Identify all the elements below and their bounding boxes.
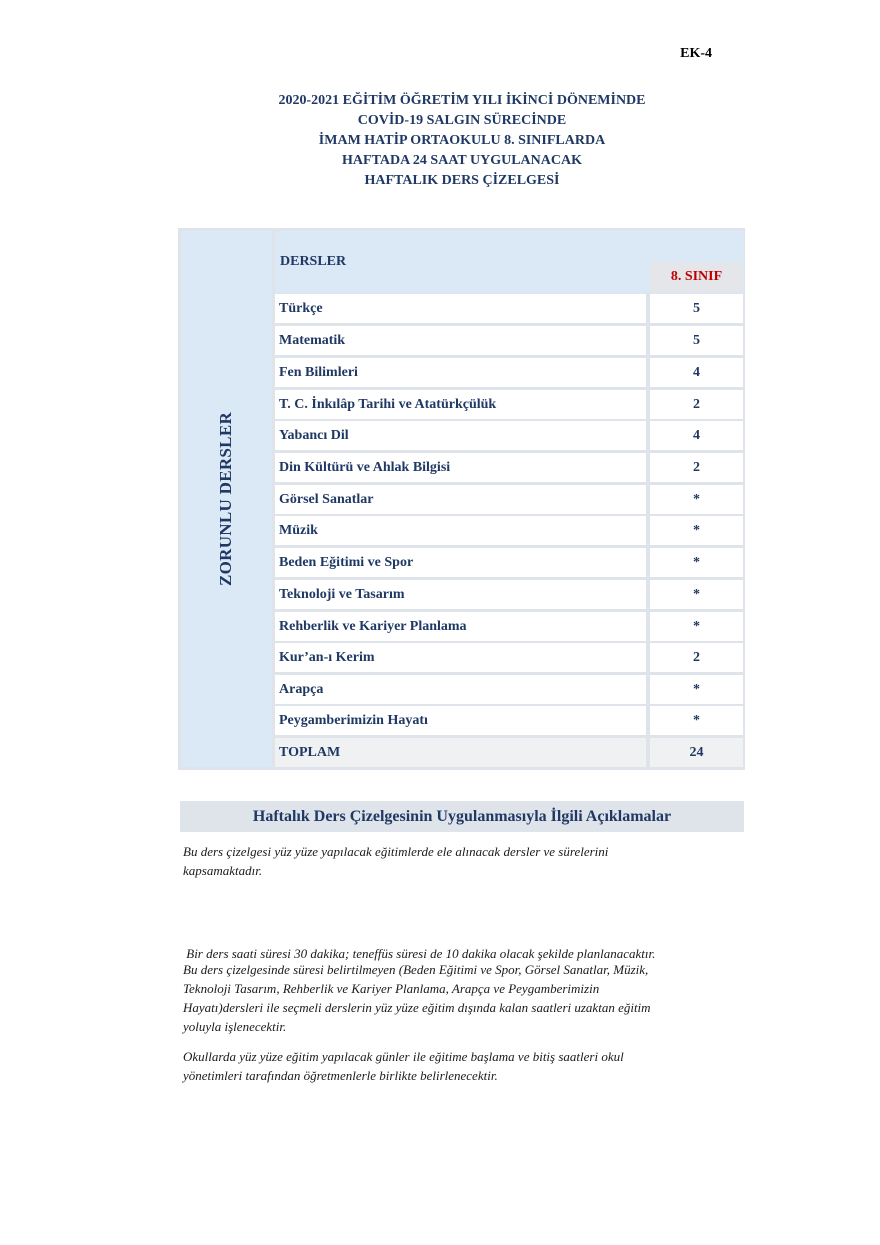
- course-hours: *: [650, 485, 743, 514]
- grade-header-spacer: [650, 231, 743, 260]
- title-line: 2020-2021 EĞİTİM ÖĞRETİM YILI İKİNCİ DÖNEMİNDE: [278, 93, 646, 108]
- course-name: Türkçe: [275, 294, 646, 323]
- course-hours: *: [650, 706, 743, 735]
- annex-label: EK-4: [680, 46, 712, 61]
- grade-header: 8. SINIF: [650, 262, 743, 292]
- course-name: Peygamberimizin Hayatı: [275, 706, 646, 735]
- course-hours: *: [650, 548, 743, 577]
- title-line: İMAM HATİP ORTAOKULU 8. SINIFLARDA: [318, 133, 606, 148]
- compulsory-courses-column: [181, 231, 272, 767]
- explanation-paragraph: [183, 960, 743, 1036]
- course-name: Görsel Sanatlar: [275, 485, 646, 514]
- paragraph-line: yönetimleri tarafından öğretmenlerle birlikte belirlenecektir.: [183, 1068, 498, 1083]
- course-name: Teknoloji ve Tasarım: [275, 580, 646, 609]
- course-hours: 5: [650, 326, 743, 355]
- total-label: TOPLAM: [275, 738, 646, 767]
- paragraph-line: Hayatı)dersleri ile seçmeli derslerin yüz yüze eğitim dışında kalan saatleri uzaktan eğitim: [183, 1000, 651, 1015]
- paragraph-line: Okullarda yüz yüze eğitim yapılacak günler ile eğitime başlama ve bitiş saatleri okul: [183, 1049, 624, 1064]
- course-hours: 2: [650, 390, 743, 419]
- paragraph-line: Bu ders çizelgesinde süresi belirtilmeyen (Beden Eğitimi ve Spor, Görsel Sanatlar, Müzik,: [183, 962, 649, 977]
- title-line: COVİD-19 SALGIN SÜRECİNDE: [357, 113, 567, 128]
- course-hours: *: [650, 580, 743, 609]
- course-hours: 2: [650, 643, 743, 672]
- title-line: HAFTALIK DERS ÇİZELGESİ: [364, 173, 560, 188]
- courses-header-label: DERSLER: [280, 254, 347, 269]
- paragraph-line: kapsamaktadır.: [183, 863, 263, 878]
- total-hours: 24: [650, 738, 743, 767]
- course-hours: 5: [650, 294, 743, 323]
- explanations-heading: Haftalık Ders Çizelgesinin Uygulanmasıyla İlgili Açıklamalar: [180, 801, 744, 832]
- paragraph-line: Bu ders çizelgesi yüz yüze yapılacak eğitimlerde ele alınacak dersler ve sürelerini: [183, 844, 609, 859]
- course-hours: *: [650, 516, 743, 545]
- course-hours: 2: [650, 453, 743, 482]
- title-line: HAFTADA 24 SAAT UYGULANACAK: [342, 153, 582, 168]
- course-name: T. C. İnkılâp Tarihi ve Atatürkçülük: [275, 390, 646, 419]
- course-hours: 4: [650, 358, 743, 387]
- course-hours: 4: [650, 421, 743, 450]
- course-name: Matematik: [275, 326, 646, 355]
- course-name: Din Kültürü ve Ahlak Bilgisi: [275, 453, 646, 482]
- course-name: Beden Eğitimi ve Spor: [275, 548, 646, 577]
- course-name: Kur’an-ı Kerim: [275, 643, 646, 672]
- paragraph-line: Teknoloji Tasarım, Rehberlik ve Kariyer Planlama, Arapça ve Peygamberimizin: [183, 981, 600, 996]
- course-name: Müzik: [275, 516, 646, 545]
- document-title: [180, 91, 744, 191]
- compulsory-courses-label: ZORUNLU DERSLER: [216, 411, 235, 587]
- course-name: Fen Bilimleri: [275, 358, 646, 387]
- weekly-schedule-table: [178, 228, 745, 770]
- explanation-paragraph: [183, 842, 743, 880]
- course-hours: *: [650, 675, 743, 704]
- course-name: Rehberlik ve Kariyer Planlama: [275, 612, 646, 641]
- explanation-paragraph: [183, 1047, 743, 1085]
- course-hours: *: [650, 612, 743, 641]
- paragraph-line: Bir ders saati süresi 30 dakika; teneffüs süresi de 10 dakika olacak şekilde planlanacaktır.: [183, 946, 656, 961]
- course-name: Arapça: [275, 675, 646, 704]
- paragraph-line: yoluyla işlenecektir.: [183, 1019, 287, 1034]
- course-name: Yabancı Dil: [275, 421, 646, 450]
